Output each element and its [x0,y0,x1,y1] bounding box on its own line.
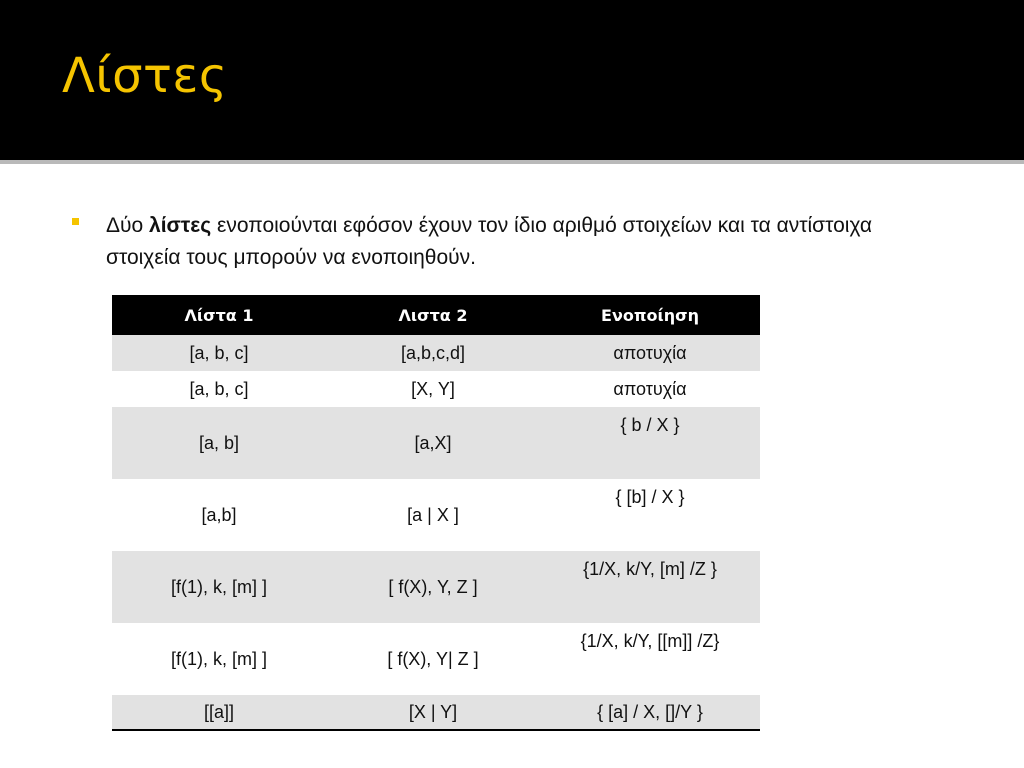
table-header-row [112,295,760,335]
header-unification: Ενοποίηση [540,295,760,335]
table-row [112,371,760,407]
table-row [112,407,760,479]
cell-unification: {1/X, k/Y, [m] /Z } [540,551,760,623]
cell-unification: { [b] / X } [540,479,760,551]
slide-title: Λίστες [62,48,228,104]
square-bullet-icon [72,218,79,225]
bullet-text-rest: ενοποιούνται εφόσον έχουν τον ίδιο αριθμό στοιχείων και τα αντίστοιχα στοιχεία τους μπορούν να ενοποιηθούν. [106,214,873,269]
cell-unification: αποτυχία [540,371,760,407]
cell-unification: αποτυχία [540,335,760,371]
cell-list-2: [X | Y] [326,695,540,730]
cell-list-2: [X, Y] [326,371,540,407]
table-row [112,623,760,695]
table-row [112,695,760,730]
slide-content [0,164,1024,768]
cell-list-2: [a,X] [326,407,540,479]
cell-list-1: [[a]] [112,695,326,730]
header-list-1: Λίστα 1 [112,295,326,335]
cell-list-1: [a, b] [112,407,326,479]
cell-list-1: [f(1), k, [m] ] [112,623,326,695]
cell-list-1: [a, b, c] [112,371,326,407]
cell-unification: { b / X } [540,407,760,479]
table-row [112,479,760,551]
cell-list-1: [a,b] [112,479,326,551]
cell-unification: {1/X, k/Y, [[m]] /Z} [540,623,760,695]
table-row [112,551,760,623]
cell-list-2: [a,b,c,d] [326,335,540,371]
cell-list-2: [ f(X), Y, Z ] [326,551,540,623]
cell-list-1: [a, b, c] [112,335,326,371]
cell-list-1: [f(1), k, [m] ] [112,551,326,623]
cell-list-2: [a | X ] [326,479,540,551]
header-list-2: Λιστα 2 [326,295,540,335]
bullet-text-bold: λίστες [149,214,212,237]
title-bar [0,0,1024,160]
bullet-text [106,210,946,274]
bullet-text-start: Δύο [106,214,150,237]
cell-list-2: [ f(X), Y| Z ] [326,623,540,695]
unification-table [112,295,760,731]
cell-unification: { [a] / X, []/Y } [540,695,760,730]
table-row [112,335,760,371]
